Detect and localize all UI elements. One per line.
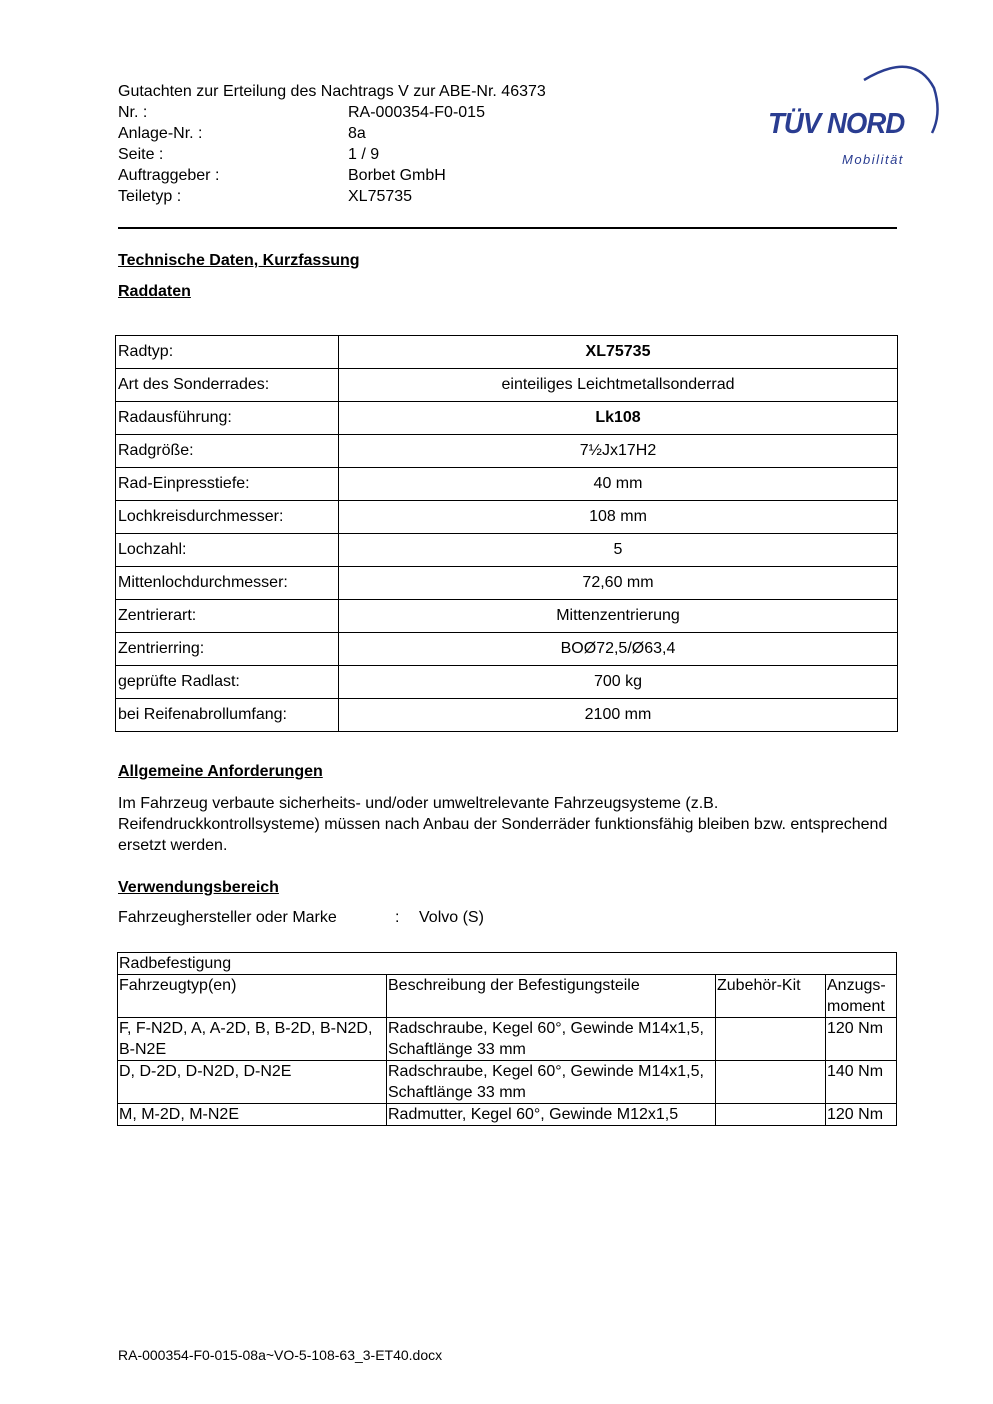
usage-area-heading: Verwendungsbereich	[118, 879, 279, 896]
table-cell-value: Lk108	[339, 402, 898, 435]
table-cell-value: 108 mm	[339, 501, 898, 534]
table-cell-value: XL75735	[339, 336, 898, 369]
table-cell-value: 700 kg	[339, 666, 898, 699]
table-row	[116, 666, 898, 699]
document-title: Gutachten zur Erteilung des Nachtrags V zur ABE-Nr. 46373	[118, 83, 546, 100]
vehicle-brand-line	[118, 909, 484, 927]
wheel-data-table	[115, 335, 898, 732]
technical-data-heading: Technische Daten, Kurzfassung	[118, 252, 360, 269]
header-field-label: Auftraggeber :	[118, 167, 220, 184]
wheel-mounting-table	[117, 952, 897, 1126]
table-cell: Radschraube, Kegel 60°, Gewinde M14x1,5, Schaftlänge 33 mm	[387, 1061, 716, 1104]
table-cell-value: 7½Jx17H2	[339, 435, 898, 468]
table-caption: Radbefestigung	[118, 953, 897, 975]
table-cell: 120 Nm	[826, 1104, 897, 1126]
table-cell: M, M-2D, M-N2E	[118, 1104, 387, 1126]
wheel-data-heading: Raddaten	[118, 283, 191, 300]
table-cell: 120 Nm	[826, 1018, 897, 1061]
table-cell-value: 72,60 mm	[339, 567, 898, 600]
header-field-teiletyp	[118, 186, 546, 207]
table-cell-label: geprüfte Radlast:	[116, 666, 339, 699]
header-field-label: Seite :	[118, 146, 164, 163]
header-field-label: Nr. :	[118, 104, 148, 121]
logo-wordmark: TÜV NORD	[768, 108, 905, 140]
table-header-cell: Beschreibung der Befestigungsteile	[387, 975, 716, 1018]
table-row	[116, 699, 898, 732]
table-cell-label: Rad-Einpresstiefe:	[116, 468, 339, 501]
table-cell-value: 2100 mm	[339, 699, 898, 732]
header-field-value: RA-000354-F0-015	[348, 104, 485, 121]
table-row	[118, 1061, 897, 1104]
tuv-nord-logo	[764, 58, 944, 173]
table-cell-label: Mittenlochdurchmesser:	[116, 567, 339, 600]
table-row	[116, 501, 898, 534]
header-field-anlage	[118, 123, 546, 144]
brand-separator: :	[395, 909, 400, 926]
table-row	[116, 402, 898, 435]
table-row	[118, 1018, 897, 1061]
footer-filename: RA-000354-F0-015-08a~VO-5-108-63_3-ET40.docx	[118, 1347, 443, 1363]
table-cell: Radschraube, Kegel 60°, Gewinde M14x1,5, Schaftlänge 33 mm	[387, 1018, 716, 1061]
table-cell-label: Lochkreisdurchmesser:	[116, 501, 339, 534]
header-field-value: Borbet GmbH	[348, 167, 446, 184]
general-requirements-heading: Allgemeine Anforderungen	[118, 763, 323, 780]
table-cell	[716, 1104, 826, 1126]
table-row	[116, 534, 898, 567]
header-field-value: 1 / 9	[348, 146, 380, 163]
table-row	[116, 600, 898, 633]
header-divider	[118, 227, 897, 229]
table-row	[116, 336, 898, 369]
table-row	[116, 468, 898, 501]
header-field-seite	[118, 144, 546, 165]
table-caption-row	[118, 953, 897, 975]
table-header-cell: Fahrzeugtyp(en)	[118, 975, 387, 1018]
header-field-label: Teiletyp :	[118, 188, 182, 205]
table-cell: 140 Nm	[826, 1061, 897, 1104]
header-field-nr	[118, 102, 546, 123]
header-field-value: XL75735	[348, 188, 413, 205]
table-row	[116, 633, 898, 666]
general-requirements-text: Im Fahrzeug verbaute sicherheits- und/oder umweltrelevante Fahrzeugsysteme (z.B. Reifendruckkontrollsysteme) müssen nach Anbau der Sonderräder funktionsfähig bleiben bzw. entsprechend ersetzt werden.	[118, 795, 888, 854]
table-header-cell: Anzugs-moment	[826, 975, 897, 1018]
table-cell-label: Art des Sonderrades:	[116, 369, 339, 402]
table-row	[116, 567, 898, 600]
table-cell-value: 40 mm	[339, 468, 898, 501]
header-field-label: Anlage-Nr. :	[118, 125, 203, 142]
table-cell	[716, 1018, 826, 1061]
table-cell-value: Mittenzentrierung	[339, 600, 898, 633]
table-header-cell: Zubehör-Kit	[716, 975, 826, 1018]
table-cell-value: 5	[339, 534, 898, 567]
table-cell-label: Zentrierring:	[116, 633, 339, 666]
logo-subtitle: Mobilität	[842, 152, 904, 167]
brand-value: Volvo (S)	[419, 909, 484, 926]
table-cell	[716, 1061, 826, 1104]
brand-label: Fahrzeughersteller oder Marke	[118, 909, 337, 926]
table-cell: F, F-N2D, A, A-2D, B, B-2D, B-N2D, B-N2E	[118, 1018, 387, 1061]
table-header-row	[118, 975, 897, 1018]
table-cell-value: einteiliges Leichtmetallsonderrad	[339, 369, 898, 402]
table-cell-label: Lochzahl:	[116, 534, 339, 567]
table-row	[118, 1104, 897, 1126]
table-cell-label: Radausführung:	[116, 402, 339, 435]
table-cell-value: BOØ72,5/Ø63,4	[339, 633, 898, 666]
table-cell-label: Radtyp:	[116, 336, 339, 369]
table-row	[116, 435, 898, 468]
table-cell: Radmutter, Kegel 60°, Gewinde M12x1,5	[387, 1104, 716, 1126]
document-header	[118, 81, 546, 207]
table-row	[116, 369, 898, 402]
table-cell-label: bei Reifenabrollumfang:	[116, 699, 339, 732]
table-cell: D, D-2D, D-N2D, D-N2E	[118, 1061, 387, 1104]
table-cell-label: Radgröße:	[116, 435, 339, 468]
header-field-auftraggeber	[118, 165, 546, 186]
table-cell-label: Zentrierart:	[116, 600, 339, 633]
header-field-value: 8a	[348, 125, 366, 142]
